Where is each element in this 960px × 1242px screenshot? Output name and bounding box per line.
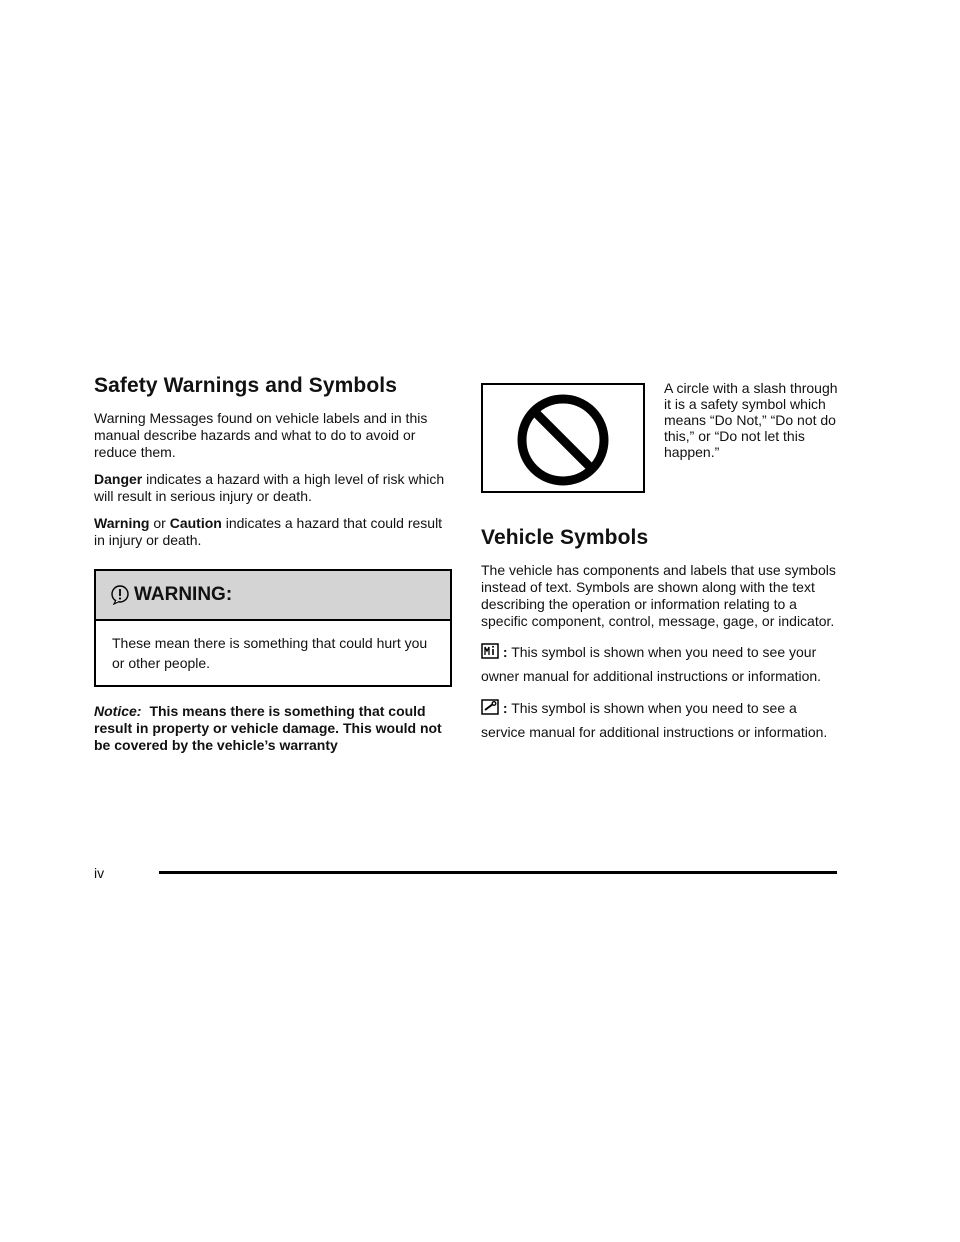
notice-paragraph	[94, 703, 450, 754]
warning-term: Warning	[94, 515, 150, 531]
notice-text: This means there is something that could result in property or vehicle damage. This would not be covered by the vehicle’s warranty	[94, 703, 442, 753]
section-heading-safety: Safety Warnings and Symbols	[94, 374, 397, 397]
danger-term: Danger	[94, 471, 143, 487]
or-text: or	[153, 515, 166, 531]
vehicle-symbols-section	[481, 526, 841, 752]
caution-term: Caution	[169, 515, 222, 531]
no-sign-description: A circle with a slash through it is a safety symbol which means “Do Not,” “Do not do this,” or “Do not let this happen.”	[664, 380, 838, 460]
notice-label: Notice:	[94, 703, 142, 719]
service-symbol-text: This symbol is shown when you need to see a service manual for additional instructions or information.	[481, 700, 828, 740]
owner-manual-symbol-line	[481, 640, 841, 688]
vehicle-symbols-intro: The vehicle has components and labels that use symbols instead of text. Symbols are shown along with the text describing the operation or information relating to a specific component, control, message, gage, or indicator.	[481, 562, 836, 629]
danger-paragraph	[94, 471, 450, 505]
service-manual-wrench-icon	[481, 699, 499, 715]
footer-rule	[159, 871, 837, 874]
service-manual-symbol-line	[481, 696, 841, 744]
no-sign-box	[481, 383, 645, 493]
intro-paragraph: Warning Messages found on vehicle labels and in this manual describe hazards and what to do to avoid or reduce them.	[94, 410, 428, 460]
owner-manual-book-icon	[481, 643, 499, 659]
warning-paragraph	[94, 515, 450, 549]
circle-slash-icon	[517, 394, 609, 486]
owner-symbol-text: This symbol is shown when you need to see your owner manual for additional instructions or information.	[481, 644, 822, 684]
warning-box-title: WARNING:	[134, 584, 233, 605]
warning-text: indicates a hazard that could result in injury or death.	[94, 515, 443, 548]
left-column	[94, 374, 450, 764]
warning-box-body: These mean there is something that could hurt you or other people.	[112, 635, 428, 671]
warning-triangle-icon	[110, 585, 130, 605]
warning-box	[94, 569, 452, 687]
warning-box-header	[96, 571, 450, 621]
section-heading-vehicle-symbols: Vehicle Symbols	[481, 526, 649, 549]
service-symbol-colon: :	[502, 700, 508, 716]
page-number: iv	[94, 865, 105, 881]
danger-text: indicates a hazard with a high level of risk which will result in serious injury or death.	[94, 471, 445, 504]
owner-symbol-colon: :	[502, 644, 508, 660]
